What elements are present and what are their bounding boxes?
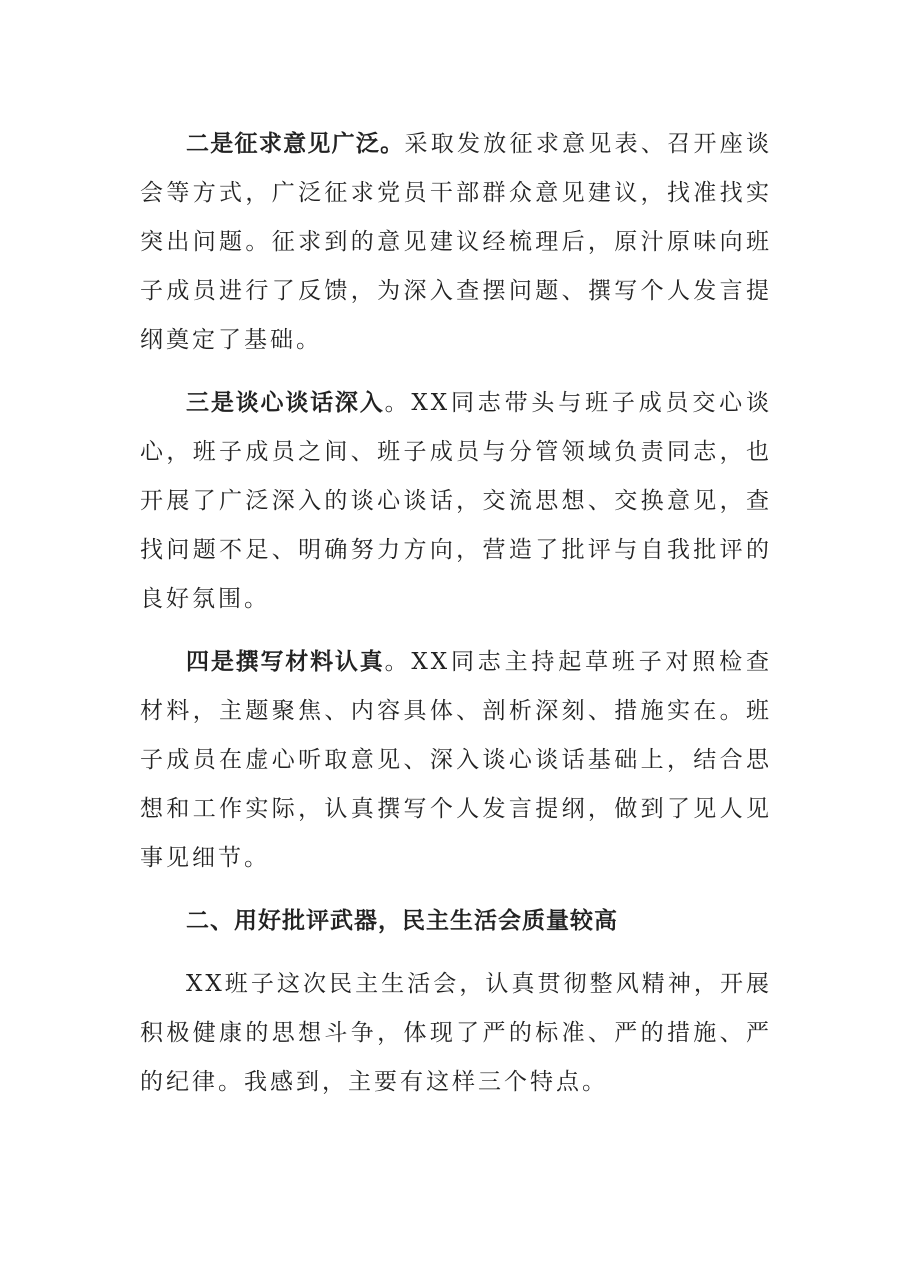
paragraph-solicit-opinions	[140, 120, 772, 365]
paragraph-lead: 四是撰写材料认真	[186, 649, 385, 675]
paragraph-text: 。XX同志带头与班子成员交心谈心，班子成员之间、班子成员与分管领域负责同志，也开展了广泛深入的谈心谈话，交流思想、交换意见，查找问题不足、明确努力方向，营造了批评与自我批评的良好氛围。	[140, 390, 773, 612]
paragraph-heart-to-heart-talks	[140, 379, 772, 624]
paragraph-text: 。XX同志主持起草班子对照检查材料，主题聚焦、内容具体、剖析深刻、措施实在。班子成员在虚心听取意见、深入谈心谈话基础上，结合思想和工作实际，认真撰写个人发言提纲，做到了见人见事见细节。	[140, 649, 773, 871]
paragraph-text: 采取发放征求意见表、召开座谈会等方式，广泛征求党员干部群众意见建议，找准找实突出问题。征求到的意见建议经梳理后，原汁原味向班子成员进行了反馈，为深入查摆问题、撰写个人发言提纲奠定了基础。	[140, 131, 773, 353]
paragraph-lead: 三是谈心谈话深入	[186, 390, 385, 416]
paragraph-lead: 二是征求意见广泛。	[186, 131, 405, 157]
document-body	[140, 120, 772, 1121]
closing-paragraph: XX班子这次民主生活会，认真贯彻整风精神，开展积极健康的思想斗争，体现了严的标准、严的措施、严的纪律。我感到，主要有这样三个特点。	[140, 971, 772, 1095]
section-heading: 二、用好批评武器，民主生活会质量较高	[186, 908, 618, 934]
paragraph-writing-materials	[140, 638, 772, 883]
